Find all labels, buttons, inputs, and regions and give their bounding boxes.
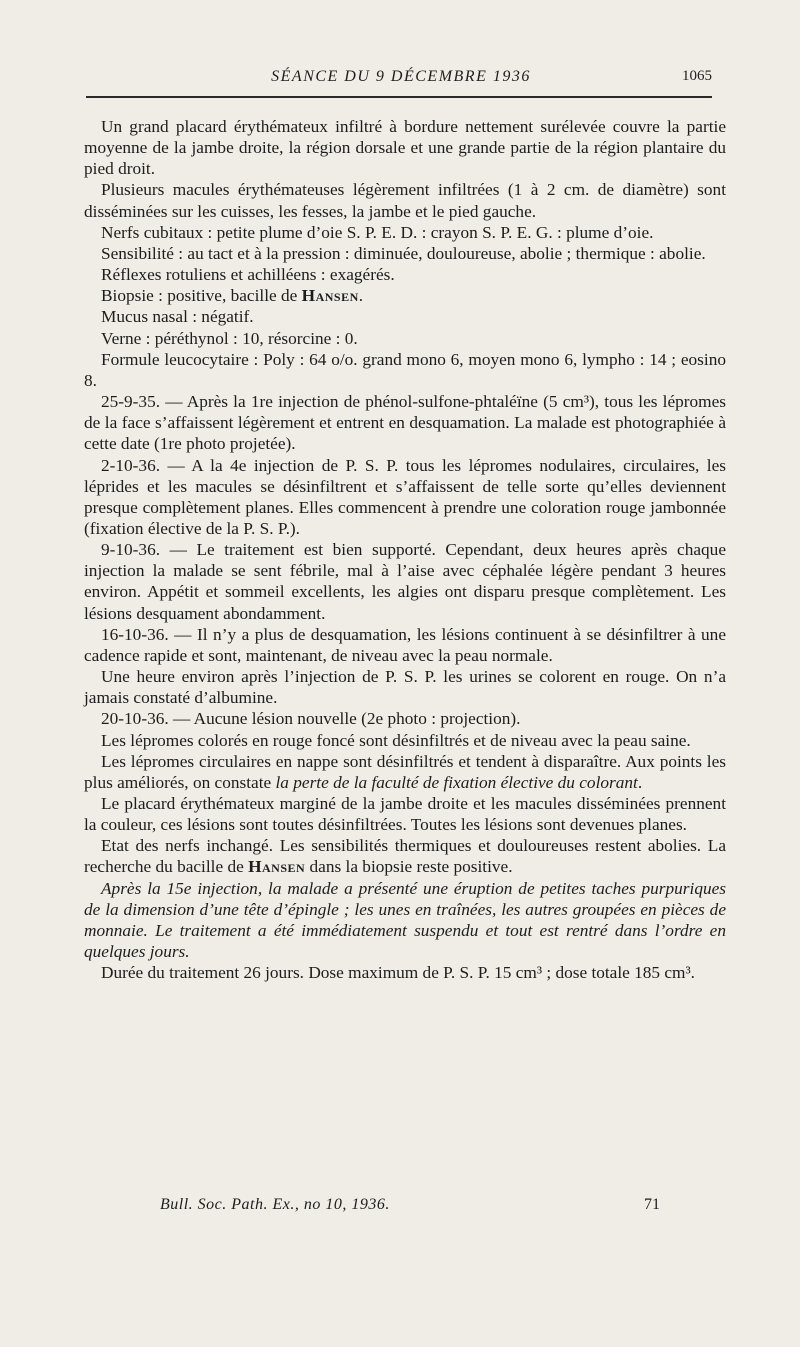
paragraph: Un grand placard érythémateux infiltré à bordure nettement surélevée couvre la partie moyenne de la jambe droite, la région dorsale et une grande partie de la région plantaire du pied droit.	[84, 117, 726, 179]
header-rule	[86, 96, 712, 98]
paragraph: Durée du traitement 26 jours. Dose maximum de P. S. P. 15 cm³ ; dose totale 185 cm³.	[101, 963, 695, 983]
paragraph: 16-10-36. — Il n’y a plus de desquamation, les lésions continuent à se désinfiltrer à une cadence rapide et sont, maintenant, de niveau avec la peau normale.	[84, 624, 726, 665]
paragraph: Réflexes rotuliens et achilléens : exagérés.	[101, 265, 395, 285]
page-number: 1065	[682, 68, 712, 84]
paragraph: 9-10-36. — Le traitement est bien supporté. Cependant, deux heures après chaque injection la malade se sent fébrile, mal à l’aise avec céphalée légère pendant 3 heures environ. Appétit et sommeil excellents, les algies ont disparu presque complètement. Les lésions desquament abondamment.	[84, 540, 726, 623]
paragraph: 2-10-36. — A la 4e injection de P. S. P. tous les lépromes nodulaires, circulaires, les léprides et les macules se désinfiltrent et s’affaissent de telle sorte qu’elles deviennent presque complètement planes. Elles commencent à prendre une coloration rouge jambonnée (fixation élective de la P. S. P.).	[84, 455, 726, 538]
paragraph: Le placard érythémateux marginé de la jambe droite et les macules disséminées prennent la couleur, ces lésions sont toutes désinfiltrées. Toutes les lésions sont devenues planes.	[84, 794, 726, 835]
author-name: Hansen	[301, 286, 359, 306]
paragraph: Une heure environ après l’injection de P. S. P. les urines se colorent en rouge. On n’a jamais constaté d’albumine.	[84, 667, 726, 708]
running-title: SÉANCE DU 9 DÉCEMBRE 1936	[271, 68, 531, 85]
journal-citation: Bull. Soc. Path. Ex., no 10, 1936.	[160, 1196, 390, 1213]
emphasis: la perte de la faculté de fixation élective du colorant	[275, 772, 638, 792]
paragraph: Biopsie : positive, bacille de Hansen.	[101, 286, 364, 306]
paragraph: Plusieurs macules érythémateuses légèrement infiltrées (1 à 2 cm. de diamètre) sont disséminées sur les cuisses, les fesses, la jambe et le pied gauche.	[84, 180, 726, 221]
paragraph: Etat des nerfs inchangé. Les sensibilités thermiques et douloureuses restent abolies. La recherche du bacille de Hansen dans la biopsie reste positive.	[84, 836, 726, 877]
signature-mark: 71	[644, 1196, 660, 1213]
paragraph: Mucus nasal : négatif.	[101, 307, 254, 327]
paragraph: Nerfs cubitaux : petite plume d’oie S. P. E. D. : crayon S. P. E. G. : plume d’oie.	[101, 222, 654, 242]
body-text	[84, 116, 726, 983]
paragraph-italic: Après la 15e injection, la malade a présenté une éruption de petites taches purpuriques de la dimension d’une tête d’épingle ; les unes en traînées, les autres groupées en pièces de monnaie. Le traitement a été immédiatement suspendu et tout est rentré dans l’ordre en quelques jours.	[84, 878, 726, 962]
paragraph: Formule leucocytaire : Poly : 64 o/o. grand mono 6, moyen mono 6, lympho : 14 ; eosino 8.	[84, 349, 726, 390]
paragraph: Verne : péréthynol : 10, résorcine : 0.	[101, 328, 358, 348]
paragraph: 25-9-35. — Après la 1re injection de phénol-sulfone-phtaléïne (5 cm³), tous les lépromes de la face s’affaissent légèrement et entrent en desquamation. La malade est photographiée à cette date (1re photo projetée).	[84, 392, 726, 454]
paragraph: Sensibilité : au tact et à la pression : diminuée, douloureuse, abolie ; thermique : abolie.	[101, 243, 706, 263]
paragraph: Les lépromes circulaires en nappe sont désinfiltrés et tendent à disparaître. Aux points les plus améliorés, on constate la perte de la faculté de fixation élective du colorant.	[84, 751, 726, 792]
paragraph: Les lépromes colorés en rouge foncé sont désinfiltrés et de niveau avec la peau saine.	[101, 730, 691, 750]
paragraph: 20-10-36. — Aucune lésion nouvelle (2e photo : projection).	[101, 709, 521, 729]
running-head	[86, 66, 716, 90]
author-name: Hansen	[248, 857, 306, 877]
footer	[160, 1196, 660, 1218]
